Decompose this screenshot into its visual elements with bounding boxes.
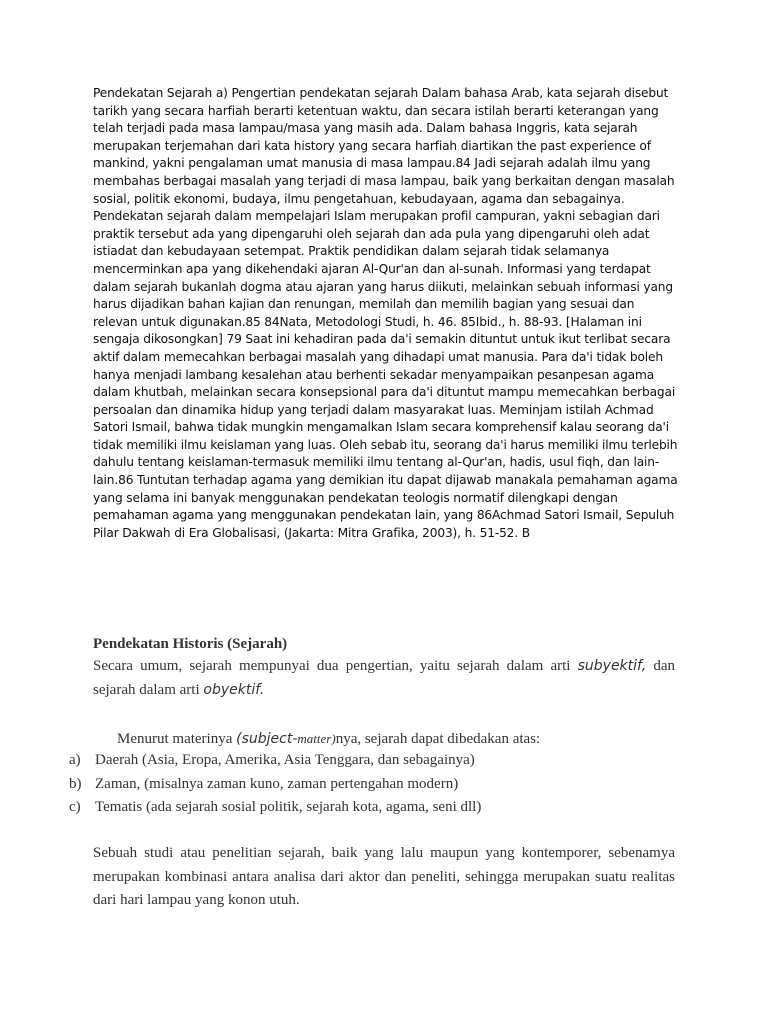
list-marker: b): [69, 775, 82, 792]
category-list: [69, 749, 669, 820]
intro-term-subyektif: subyektif,: [577, 658, 647, 674]
list-marker: a): [69, 752, 81, 768]
section2-subject-matter-line: [117, 727, 677, 751]
list-item-text: Zaman, (misalnya zaman kuno, zaman pertengahan modern): [95, 775, 459, 792]
intro-term-obyektif: obyektif.: [203, 681, 265, 698]
list-item: [69, 749, 669, 773]
list-marker: c): [69, 799, 81, 815]
sub-text-2: nya, sejarah dapat dibedakan atas:: [335, 731, 541, 747]
section1-paragraph: Pendekatan Sejarah a) Pengertian pendekatan sejarah Dalam bahasa Arab, kata sejarah disebut tarikh yang secara harfiah berarti ketentuan waktu, dan secara istilah berarti keterangan yang telah terjadi pada masa lampau/masa yang masih ada. Dalam bahasa Inggris, kata sejarah merupakan terjemahan dari kata history yang secara harfiah diartikan the past experience of mankind, yakni pengalaman umat manusia di masa lampau.84 Jadi sejarah adalah ilmu yang membahas berbagai masalah yang terjadi di masa lampau, baik yang berkaitan dengan masalah sosial, politik ekonomi, budaya, ilmu pengetahuan, kebudayaan, agama dan sebagainya. Pendekatan sejarah dalam mempelajari Islam merupakan profil campuran, yakni sebagian dari praktik tersebut ada yang dipengaruhi oleh sejarah dan ada pula yang dipengaruhi oleh adat istiadat dan kebudayaan setempat. Praktik pendidikan dalam sejarah tidak selamanya mencerminkan apa yang dikehendaki ajaran Al-Qur'an dan al-sunah. Informasi yang terdapat dalam sejarah bukanlah dogma atau ajaran yang harus diikuti, melainkan sebuah informasi yang harus dijadikan bahan kajian dan renungan, memilah dan memilih bagian yang sesuai dan relevan untuk digunakan.85 84Nata, Metodologi Studi, h. 46. 85Ibid., h. 88-93. [Halaman ini sengaja dikosongkan] 79 Saat ini kehadiran pada da'i semakin dituntut untuk ikut terlibat secara aktif dalam memecahkan berbagai masalah yang dihadapi umat manusia. Para da'i tidak boleh hanya menjadi lambang kesalehan atau berhenti sekadar menyampaikan pesanpesan agama dalam khutbah, melainkan secara konsepsional para da'i dituntut mampu memecahkan berbagai persoalan dan dinamika hidup yang terjadi dalam masyarakat luas. Meminjam istilah Achmad Satori Ismail, bahwa tidak mungkin mengamalkan Islam secara komprehensif kalau seorang da'i tidak memiliki ilmu keislaman yang luas. Oleh sebab itu, seorang da'i harus memiliki ilmu terlebih dahulu tentang keislaman-termasuk memiliki ilmu tentang al-Qur'an, hadis, usul fiqh, dan lain-lain.86 Tuntutan terhadap agama yang demikian itu dapat dijawab manakala pemahaman agama yang selama ini banyak menggunakan pendekatan teologis normatif dilengkapi dengan pemahaman agama yang menggunakan pendekatan lain, yang 86Achmad Satori Ismail, Sepuluh Pilar Dakwah di Era Globalisasi, (Jakarta: Mitra Grafika, 2003), h. 51-52. B: [93, 86, 678, 540]
list-item-text: Daerah (Asia, Eropa, Amerika, Asia Tenggara, dan sebagainya): [95, 752, 475, 768]
intro-text-1: Secara umum, sejarah mempunyai dua pengertian, yaitu sejarah dalam arti: [93, 658, 578, 674]
intro-text-2: dan sejarah dalam arti: [93, 658, 675, 698]
sub-term-subject: (subject-: [236, 731, 298, 747]
list-item-text: Tematis (ada sejarah sosial politik, sejarah kota, agama, seni dll): [95, 799, 482, 815]
sub-term-matter: matter): [297, 731, 336, 746]
list-item: [69, 773, 669, 797]
section2-intro-paragraph: [93, 655, 675, 702]
section2-heading: Pendekatan Historis (Sejarah): [93, 636, 288, 652]
list-item: [69, 796, 669, 820]
sub-text-1: Menurut materinya: [117, 731, 237, 747]
section2-closing-paragraph: Sebuah studi atau penelitian sejarah, baik yang lalu maupun yang kontemporer, sebenamya merupakan kombinasi antara analisa dari aktor dan peneliti, sehingga merupakan suatu realitas dari hari lampau yang konon utuh.: [93, 845, 675, 908]
